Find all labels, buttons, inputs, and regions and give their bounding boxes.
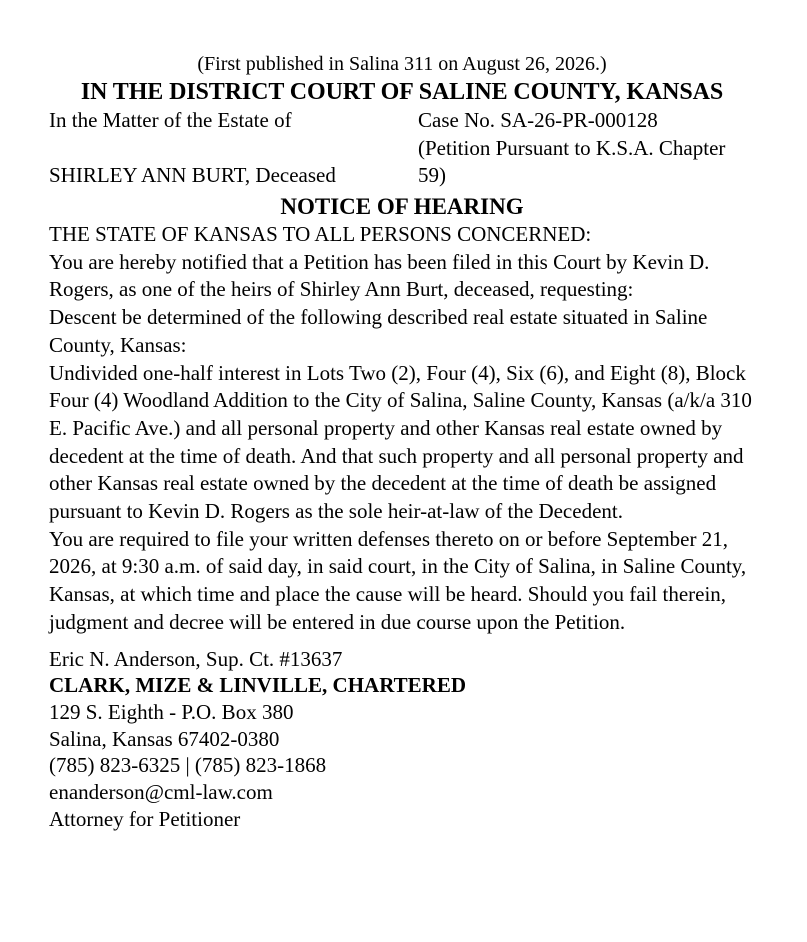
petition-statute-line-1: (Petition Pursuant to K.S.A. Chapter	[418, 135, 726, 160]
paragraph-petition-filed: You are hereby notified that a Petition has been filed in this Court by Kevin D. Rogers, as one of the heirs of Shirley Ann Burt, deceased, requesting:	[49, 249, 710, 302]
case-number: Case No. SA-26-PR-000128	[418, 108, 658, 132]
paragraph-property-description: Undivided one-half interest in Lots Two (2), Four (4), Six (6), and Eight (8), Block Four (4) Woodland Addition to the City of Salina, Saline County, Kansas (a/k/a 310 E. Pacific Ave.) and all personal property and other Kansas real estate owned by decedent at the time of death. And that such property and all personal property and other Kansas real estate owned by the decedent at the time of death be assigned pursuant to Kevin D. Rogers as the sole heir-at-law of the Decedent.	[49, 360, 752, 524]
notice-heading: NOTICE OF HEARING	[280, 194, 524, 219]
court-title: IN THE DISTRICT COURT OF SALINE COUNTY, KANSAS	[80, 79, 724, 105]
publication-line: (First published in Salina 311 on August 26, 2026.)	[197, 53, 607, 75]
petition-statute-line-2: 59)	[418, 163, 446, 187]
salutation: THE STATE OF KANSAS TO ALL PERSONS CONCERNED:	[49, 222, 592, 246]
notice-body	[49, 221, 761, 637]
paragraph-descent-request: Descent be determined of the following described real estate situated in Saline County, Kansas:	[49, 305, 708, 357]
legal-notice	[49, 52, 761, 832]
caption-parties	[49, 107, 409, 190]
matter-of-label: In the Matter of the Estate of	[49, 108, 292, 132]
law-firm-name: CLARK, MIZE & LINVILLE, CHARTERED	[49, 673, 466, 698]
firm-address-street: 129 S. Eighth - P.O. Box 380	[49, 699, 294, 724]
attorney-role: Attorney for Petitioner	[49, 806, 241, 831]
firm-phone-numbers: (785) 823-6325 | (785) 823-1868	[49, 753, 327, 778]
deceased-name: SHIRLEY ANN BURT, Deceased	[49, 163, 336, 187]
signature-block	[49, 646, 761, 833]
attorney-email: enanderson@cml-law.com	[49, 780, 273, 805]
caption-case-info	[418, 107, 763, 190]
paragraph-hearing-deadline: You are required to file your written defenses thereto on or before September 21, 2026, at 9:30 a.m. of said day, in said court, in the City of Salina, in Saline County, Kansas, at which time and place the cause will be heard. Should you fail therein, judgment and decree will be entered in due course upon the Petition.	[49, 526, 747, 634]
firm-address-city: Salina, Kansas 67402-0380	[49, 726, 280, 751]
case-caption	[49, 107, 761, 189]
attorney-name: Eric N. Anderson, Sup. Ct. #13637	[49, 646, 343, 671]
